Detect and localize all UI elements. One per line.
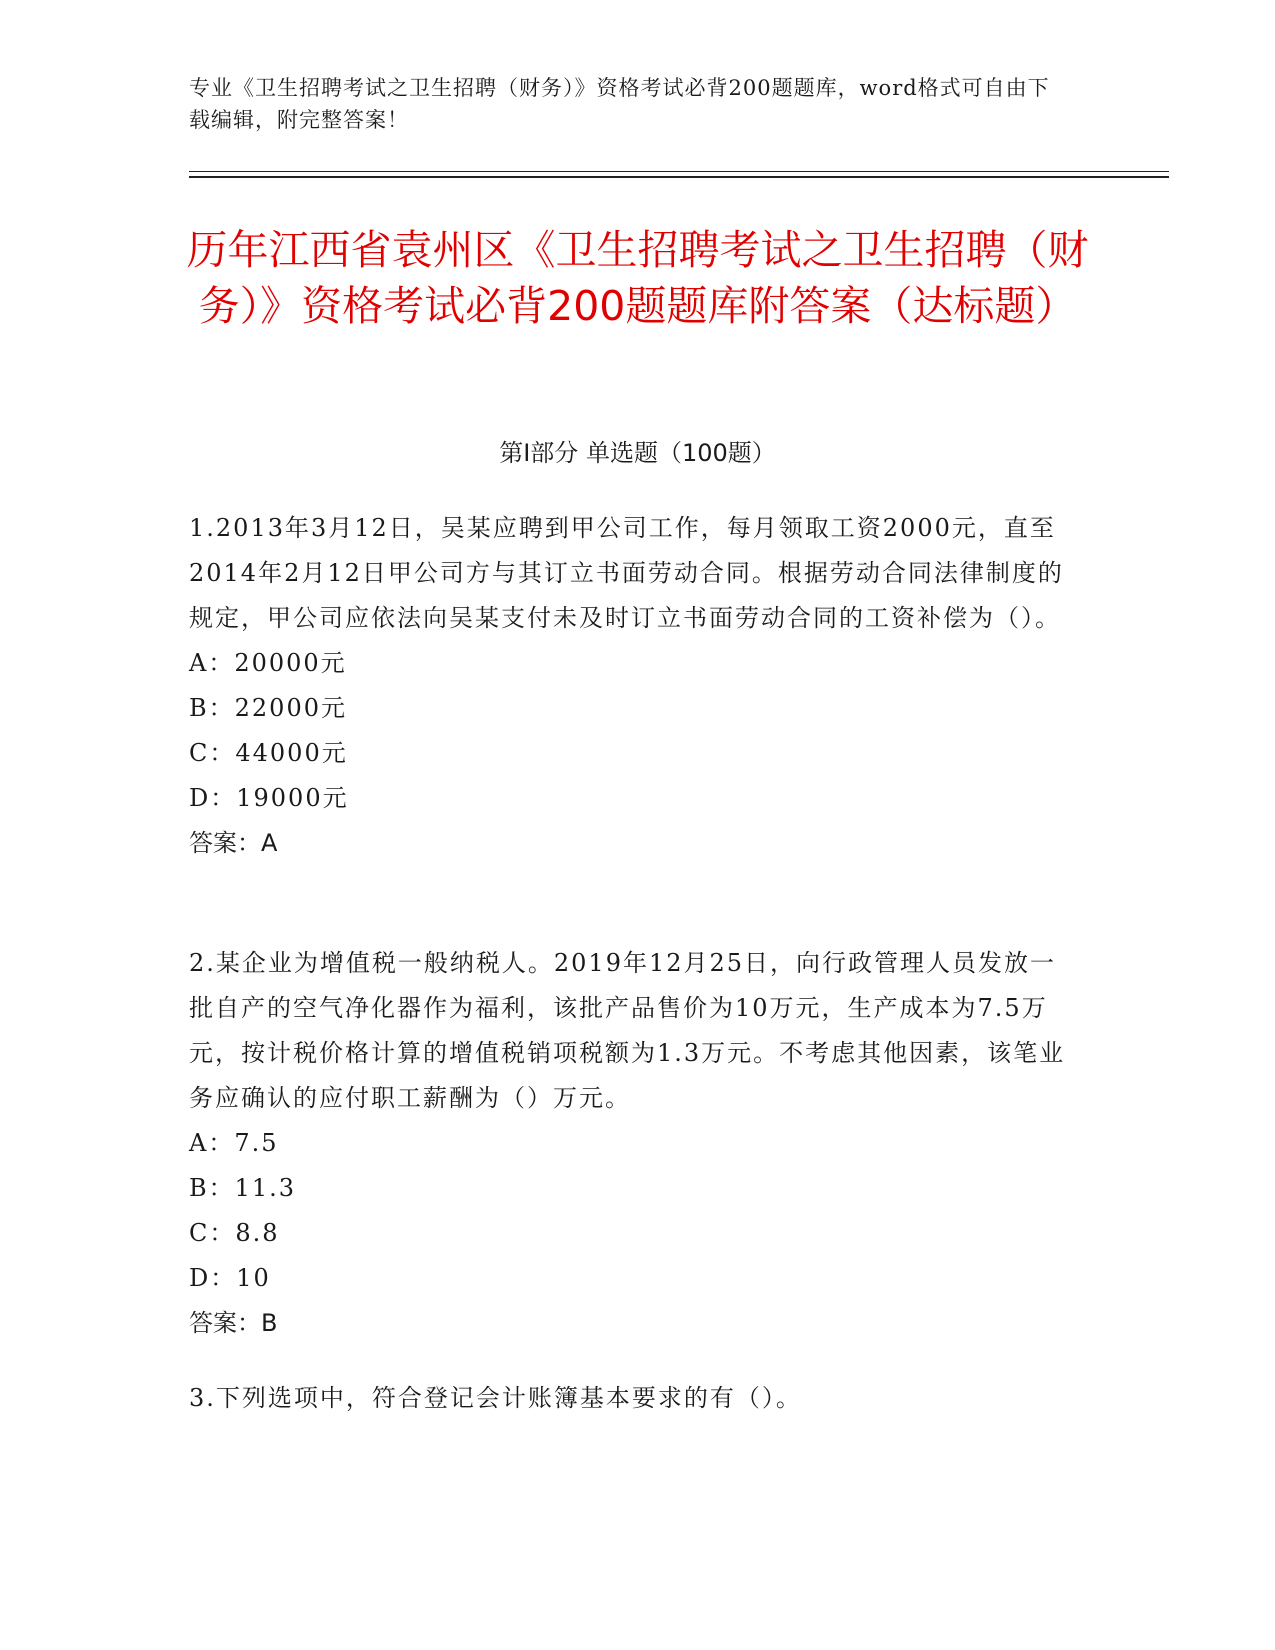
answer-label: 答案：A (189, 829, 278, 857)
option-d: D：19000元 (189, 784, 349, 812)
answer-label: 答案：B (189, 1309, 278, 1337)
option-a: A：7.5 (189, 1129, 279, 1157)
option-a: A：20000元 (189, 649, 347, 677)
section-heading: 第Ⅰ部分 单选题（100题） (499, 439, 776, 467)
header-divider-thin (189, 171, 1169, 172)
question-2 (189, 941, 1069, 1346)
question-1 (189, 506, 1069, 866)
option-c: C：44000元 (189, 739, 348, 767)
question-stem: 3.下列选项中，符合登记会计账簿基本要求的有（）。 (189, 1384, 802, 1412)
option-b: B：22000元 (189, 694, 347, 722)
header-divider-thick (189, 176, 1169, 178)
document-title: 历年江西省袁州区《卫生招聘考试之卫生招聘（财务）》资格考试必背200题题库附答案（达标题） (186, 226, 1089, 330)
header-note: 专业《卫生招聘考试之卫生招聘（财务）》资格考试必背200题题库，word格式可自由下载编辑，附完整答案！ (189, 76, 1050, 132)
option-c: C：8.8 (189, 1219, 280, 1247)
option-d: D：10 (189, 1264, 271, 1292)
question-stem: 2.某企业为增值税一般纳税人。2019年12月25日，向行政管理人员发放一批自产的空气净化器作为福利，该批产品售价为10万元，生产成本为7.5万元，按计税价格计算的增值税销项税额为1.3万元。不考虑其他因素，该笔业务应确认的应付职工薪酬为（）万元。 (189, 949, 1066, 1112)
question-stem: 1.2013年3月12日，吴某应聘到甲公司工作，每月领取工资2000元，直至2014年2月12日甲公司方与其订立书面劳动合同。根据劳动合同法律制度的规定，甲公司应依法向吴某支付未及时订立书面劳动合同的工资补偿为（）。 (189, 514, 1064, 632)
option-b: B：11.3 (189, 1174, 297, 1202)
question-3 (189, 1376, 1069, 1421)
